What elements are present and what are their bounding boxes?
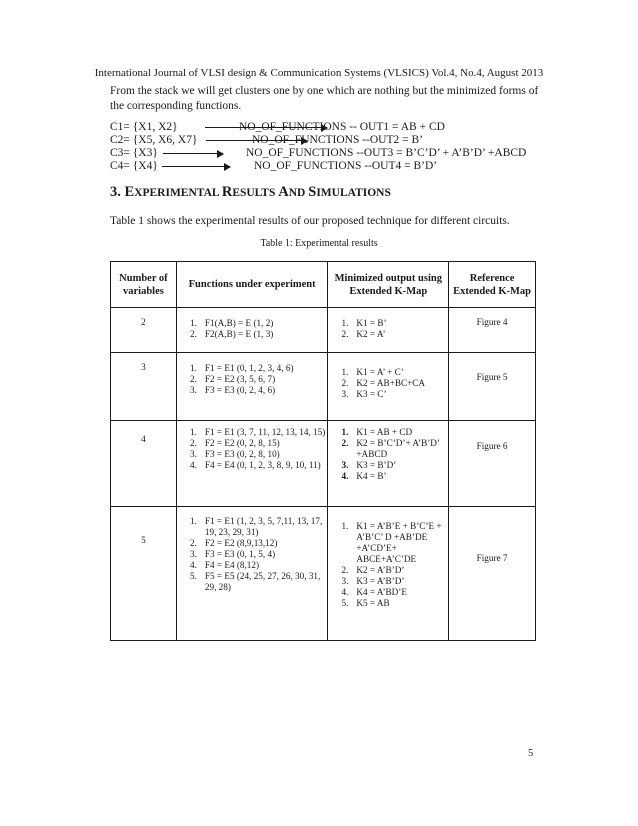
list-item: 1. K1 = A’B’E + B’C’E + A’B’C’ D +AB’DE +A’CD’E+ ABCE+A’C’DE [341, 521, 442, 564]
table-row [111, 353, 536, 421]
list-item: 2. K2 = A’B’D’ [341, 565, 405, 575]
list-item: 1. K1 = AB + CD [341, 427, 413, 437]
variables-cell: 3 [111, 353, 177, 421]
list-item: 4. K4 = A’BD’E [341, 587, 407, 597]
cluster-label: C1= {X1, X2} [110, 121, 178, 133]
results-table [110, 261, 536, 641]
list-item: 1. F1(A,B) = E (1, 2) [189, 318, 274, 328]
list-item: 3. K3 = C’ [341, 389, 387, 399]
header-cell: Reference Extended K-Map [449, 262, 536, 308]
list-item: 4. K4 = B’ [341, 471, 387, 481]
intro-paragraph: From the stack we will get clusters one by one which are nothing but the minimized forms of the corresponding functions. [110, 85, 539, 112]
outputs-cell [328, 507, 449, 641]
list-item: 1. F1 = E1 (3, 7, 11, 12, 13, 14, 15) [189, 427, 326, 437]
list-item: 1. K1 = A’ + C’ [341, 367, 404, 377]
reference-cell: Figure 6 [449, 421, 536, 507]
list-item: 3. F3 = E3 (0, 2, 8, 10) [189, 449, 280, 459]
section-heading [110, 184, 391, 201]
header-cell: Number of variables [111, 262, 177, 308]
table-row [111, 421, 536, 507]
reference-cell: Figure 5 [449, 353, 536, 421]
list-item: 2. K2 = A’ [341, 329, 386, 339]
functions-cell [176, 421, 328, 507]
reference-cell: Figure 7 [449, 507, 536, 641]
section-word: RESULTS [221, 184, 279, 200]
list-item: 2. K2 = B’C’D’+ A’B’D’ +ABCD [341, 438, 440, 459]
table-header-row [111, 262, 536, 308]
table-caption: Table 1: Experimental results [260, 238, 378, 249]
page-number: 5 [528, 748, 534, 759]
list-item: 3. K3 = A’B’D’ [341, 576, 405, 586]
list-item: 2. F2(A,B) = E (1, 3) [189, 329, 274, 339]
variables-cell: 4 [111, 421, 177, 507]
cluster-label: C2= {X5, X6, X7} [110, 134, 198, 146]
right-arrow-icon [163, 153, 223, 154]
cluster-output: NO_OF_FUNCTIONS --OUT4 = B’D’ [254, 160, 438, 172]
list-item: 4. F4 = E4 (0, 1, 2, 3, 8, 9, 10, 11) [189, 460, 321, 470]
table-row [111, 308, 536, 353]
section-word: EXPERIMENTAL [124, 184, 222, 200]
cluster-label: C3= {X3} [110, 147, 158, 159]
list-item: 1. K1 = B’ [341, 318, 387, 328]
list-item: 1. F1 = E1 (1, 2, 3, 5, 7,11, 13, 17, 19, 23, 29, 31) [189, 516, 323, 537]
list-item: 2. F2 = E2 (0, 2, 8, 15) [189, 438, 280, 448]
cluster-output: NO_OF_FUNCTIONS --OUT3 = B’C’D’ + A’B’D’ +ABCD [246, 147, 527, 159]
list-item: 2. F2 = E2 (3, 5, 6, 7) [189, 374, 276, 384]
section-word: SIMULATIONS [308, 184, 391, 200]
list-item: 3. K3 = B’D’ [341, 460, 397, 470]
list-item: 5. K5 = AB [341, 598, 390, 608]
section-word: AND [278, 184, 309, 200]
header-cell: Functions under experiment [176, 262, 328, 308]
list-item: 1. F1 = E1 (0, 1, 2, 3, 4, 6) [189, 363, 294, 373]
cluster-label: C4= {X4} [110, 160, 158, 172]
cluster-output: NO_OF_FUNCTIONS --OUT2 = B’ [252, 134, 424, 146]
list-item: 2. K2 = AB+BC+CA [341, 378, 426, 388]
functions-cell [176, 507, 328, 641]
section-number: 3. [110, 184, 125, 200]
list-item: 3. F3 = E3 (0, 2, 4, 6) [189, 385, 276, 395]
list-item: 5. F5 = E5 (24, 25, 27, 26, 30, 31, 29, 28) [189, 571, 321, 592]
list-item: 4. F4 = E4 (8,12) [189, 560, 260, 570]
variables-cell: 5 [111, 507, 177, 641]
outputs-cell [328, 308, 449, 353]
table-row [111, 507, 536, 641]
list-item: 2. F2 = E2 (8,9,13,12) [189, 538, 278, 548]
outputs-cell [328, 421, 449, 507]
journal-header: International Journal of VLSI design & Communication Systems (VLSICS) Vol.4, No.4, August 2013 [94, 67, 544, 79]
functions-cell [176, 353, 328, 421]
header-cell: Minimized output using Extended K-Map [328, 262, 449, 308]
functions-cell [176, 308, 328, 353]
reference-cell: Figure 4 [449, 308, 536, 353]
outputs-cell [328, 353, 449, 421]
variables-cell: 2 [111, 308, 177, 353]
table-intro: Table 1 shows the experimental results of our proposed technique for different circuits. [110, 215, 510, 227]
cluster-output: NO_OF_FUNCTIONS -- OUT1 = AB + CD [239, 121, 445, 133]
list-item: 3. F3 = E3 (0, 1, 5, 4) [189, 549, 276, 559]
right-arrow-icon [162, 166, 230, 167]
